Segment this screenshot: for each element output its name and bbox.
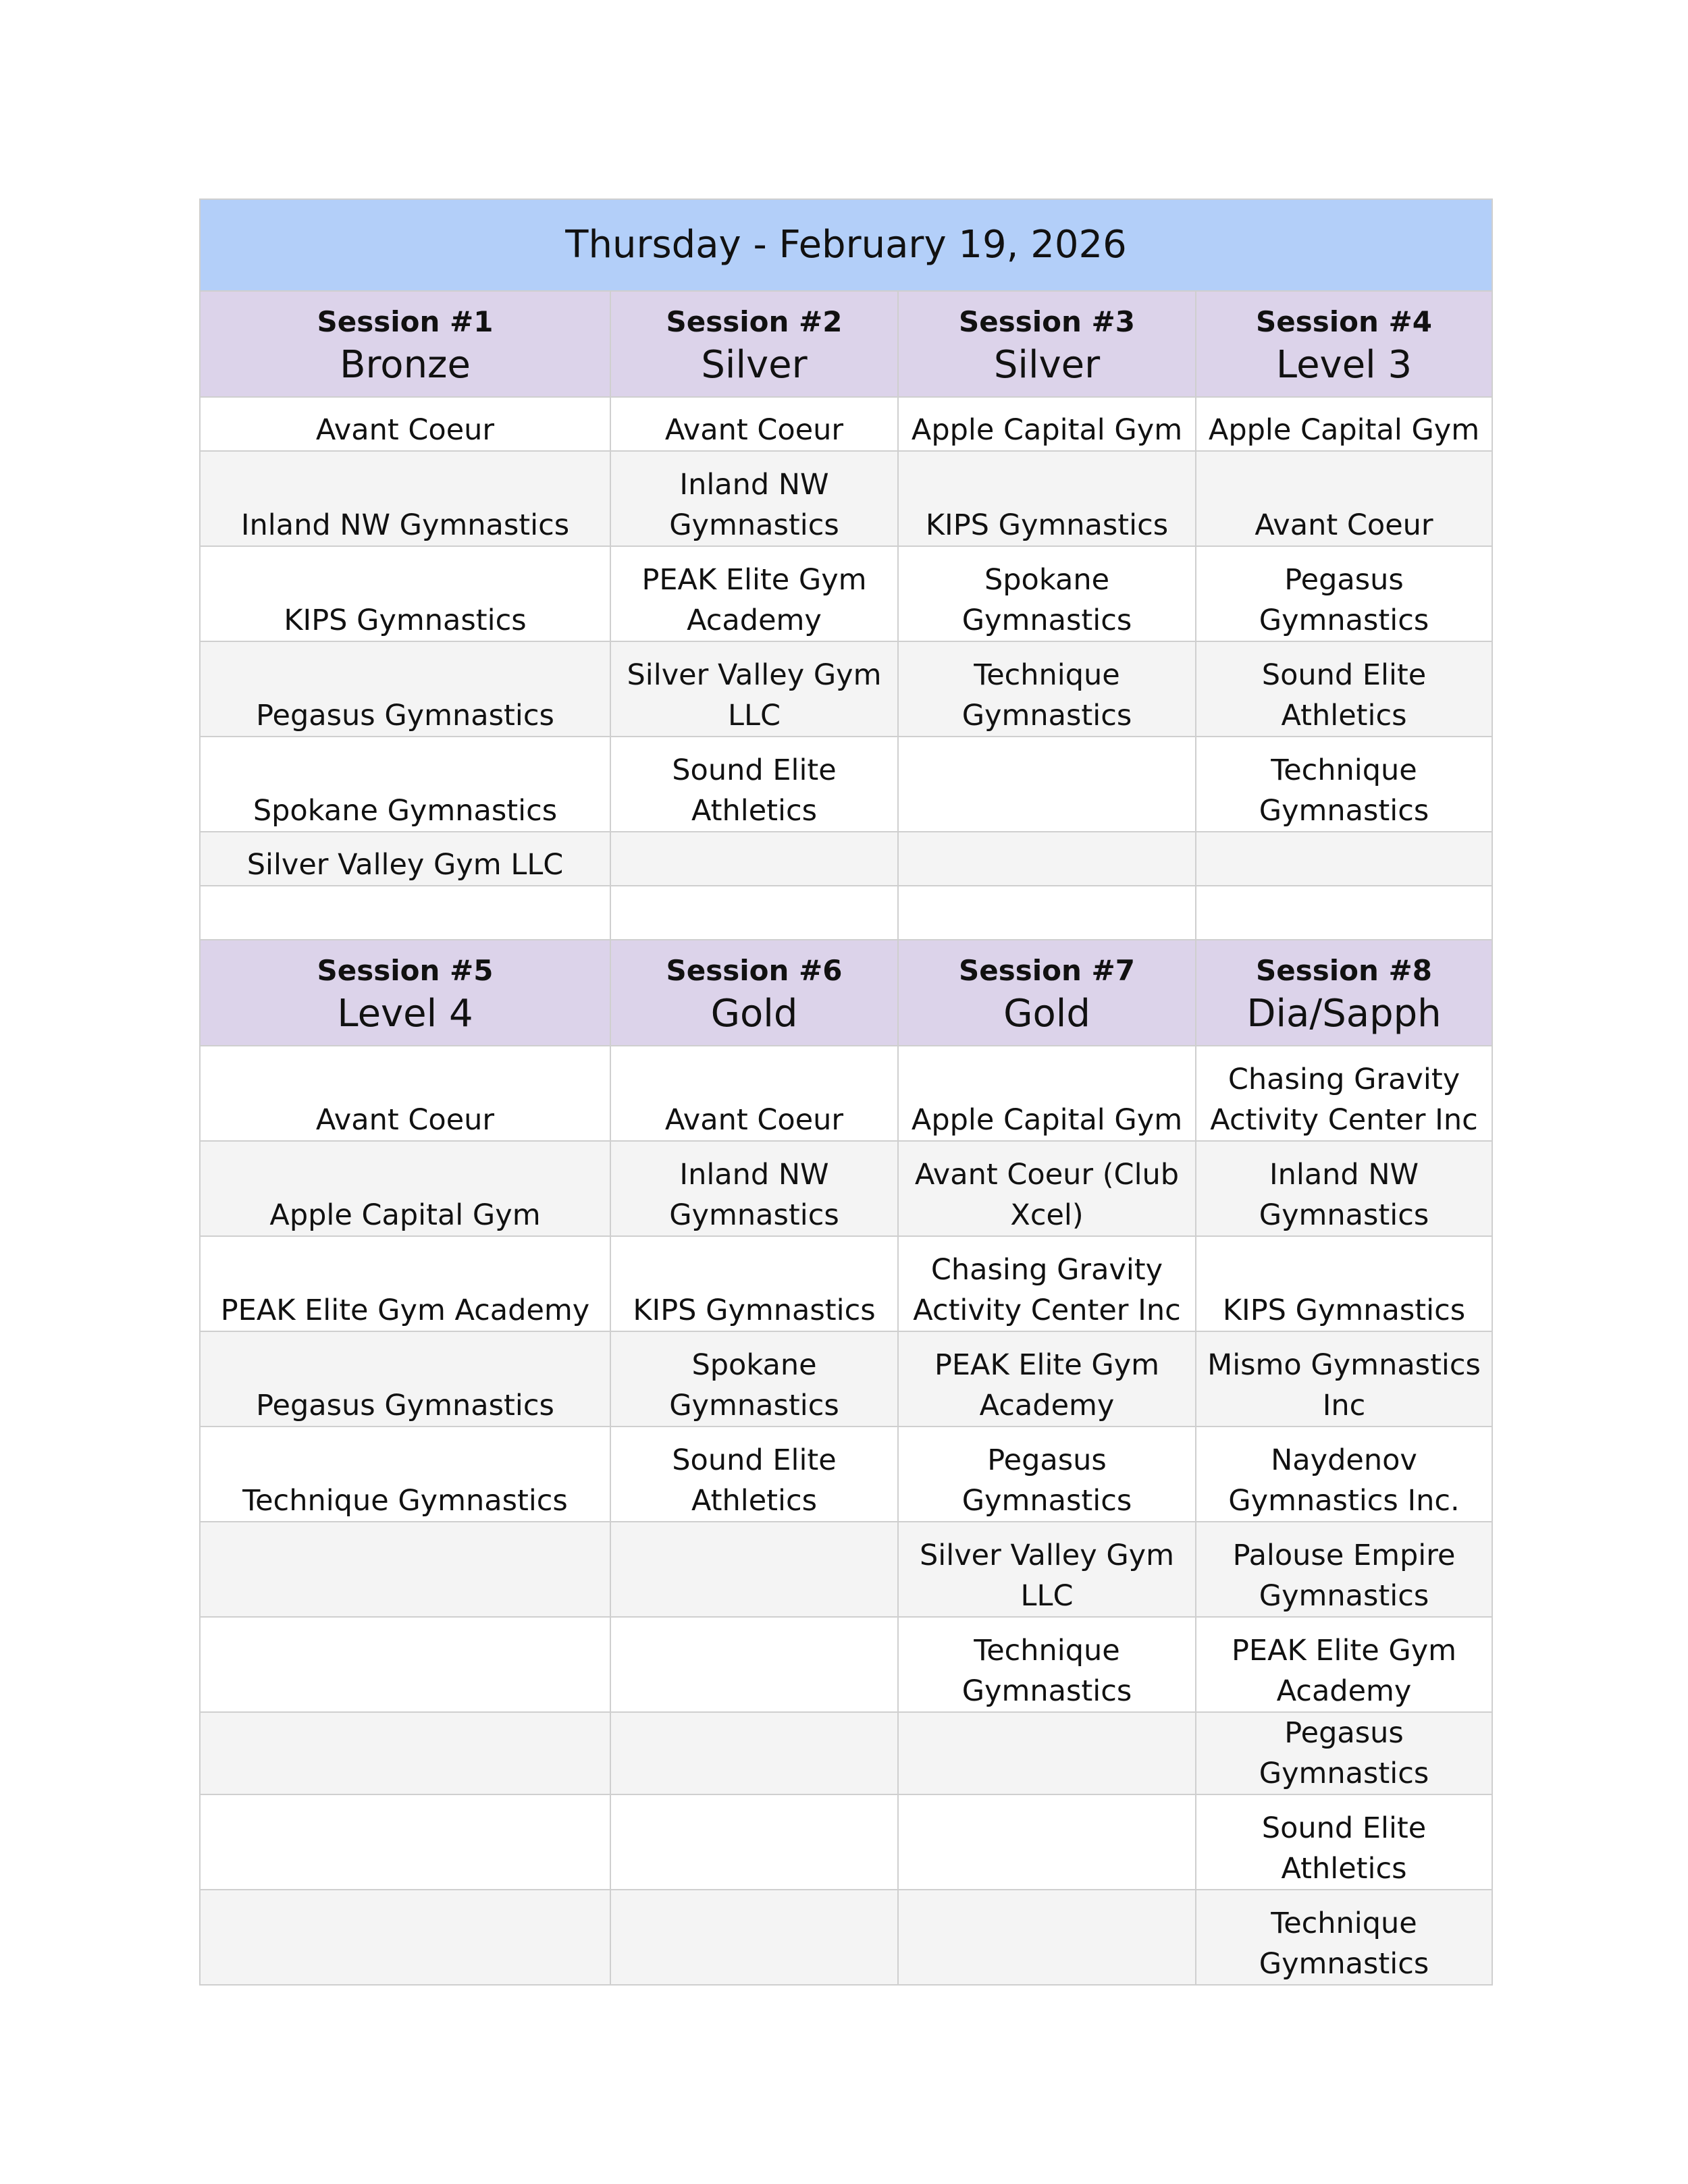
table-row [200, 1236, 1492, 1331]
gym-name: Silver Valley Gym LLC [627, 658, 882, 733]
session-number: Session #7 [959, 953, 1135, 987]
gym-cell [610, 451, 898, 546]
gym-name: Pegasus Gymnastics [256, 1389, 554, 1422]
gym-cell [1196, 546, 1492, 641]
gym-cell [898, 451, 1196, 546]
session-header [610, 291, 898, 397]
gym-name: Sound Elite Athletics [1261, 658, 1427, 733]
gym-cell [1196, 1794, 1492, 1890]
table-row [200, 1890, 1492, 1985]
gym-cell [1196, 886, 1492, 940]
gym-cell [200, 1617, 610, 1712]
session-header [898, 291, 1196, 397]
session-header-row [200, 291, 1492, 397]
gym-name: Apple Capital Gym [911, 1103, 1183, 1137]
table-row [200, 641, 1492, 737]
gym-cell [898, 1236, 1196, 1331]
gym-name: Avant Coeur (Club Xcel) [914, 1158, 1180, 1232]
gym-cell [200, 832, 610, 886]
gym-name: Spokane Gymnastics [253, 794, 558, 828]
gym-cell [610, 546, 898, 641]
session-header [1196, 940, 1492, 1046]
gym-cell [1196, 832, 1492, 886]
gym-cell [1196, 1427, 1492, 1522]
gym-cell [1196, 1331, 1492, 1427]
session-level: Level 3 [1275, 342, 1413, 387]
gym-name: Sound Elite Athletics [1261, 1811, 1427, 1886]
gym-name: Inland NW Gymnastics [669, 468, 839, 542]
gym-cell [898, 1617, 1196, 1712]
gym-cell [898, 641, 1196, 737]
gym-cell [610, 641, 898, 737]
gym-cell [610, 1794, 898, 1890]
session-number: Session #1 [317, 304, 494, 338]
gym-cell [200, 1794, 610, 1890]
gym-cell [610, 1427, 898, 1522]
gym-cell [898, 546, 1196, 641]
gym-cell [1196, 1712, 1492, 1794]
gym-name: Apple Capital Gym [911, 413, 1183, 447]
gym-name: PEAK Elite Gym Academy [1231, 1634, 1457, 1708]
schedule-table [199, 198, 1493, 1986]
gym-name: Sound Elite Athletics [672, 1443, 837, 1518]
session-number: Session #5 [317, 953, 494, 987]
gym-cell [200, 397, 610, 451]
gym-cell [1196, 1617, 1492, 1712]
gym-cell [200, 1331, 610, 1427]
session-header-row [200, 940, 1492, 1046]
gym-name: Avant Coeur [1255, 508, 1433, 542]
gym-cell [898, 1890, 1196, 1985]
table-row [200, 886, 1492, 940]
gym-cell [200, 737, 610, 832]
session-level: Bronze [340, 342, 471, 387]
gym-name: Palouse Empire Gymnastics [1232, 1539, 1456, 1613]
gym-cell [898, 1427, 1196, 1522]
table-row [200, 397, 1492, 451]
gym-cell [898, 1046, 1196, 1141]
session-level: Gold [1003, 991, 1090, 1036]
gym-name: KIPS Gymnastics [633, 1294, 876, 1327]
gym-name: Apple Capital Gym [269, 1198, 541, 1232]
session-number: Session #4 [1256, 304, 1432, 338]
gym-cell [898, 397, 1196, 451]
gym-cell [200, 546, 610, 641]
gym-name: Inland NW Gymnastics [1259, 1158, 1429, 1232]
gym-cell [1196, 1522, 1492, 1617]
gym-name: Technique Gymnastics [961, 658, 1132, 733]
table-row [200, 1427, 1492, 1522]
gym-cell [898, 1141, 1196, 1236]
gym-name: Pegasus Gymnastics [961, 1443, 1132, 1518]
gym-cell [610, 1617, 898, 1712]
gym-name: Chasing Gravity Activity Center Inc [1210, 1063, 1478, 1137]
session-number: Session #8 [1256, 953, 1432, 987]
gym-cell [898, 886, 1196, 940]
gym-name: Silver Valley Gym LLC [246, 848, 564, 882]
gym-name: Mismo Gymnastics Inc [1207, 1348, 1481, 1422]
gym-name: KIPS Gymnastics [925, 508, 1169, 542]
gym-name: PEAK Elite Gym Academy [641, 563, 867, 637]
gym-cell [1196, 1236, 1492, 1331]
gym-cell [898, 737, 1196, 832]
gym-cell [610, 1522, 898, 1617]
table-row [200, 1522, 1492, 1617]
gym-cell [898, 832, 1196, 886]
table-row [200, 1712, 1492, 1794]
session-header [200, 291, 610, 397]
gym-name: PEAK Elite Gym Academy [934, 1348, 1160, 1422]
gym-name: Avant Coeur [315, 1103, 495, 1137]
gym-name: Naydenov Gymnastics Inc. [1228, 1443, 1460, 1518]
gym-cell [1196, 1890, 1492, 1985]
gym-name: Sound Elite Athletics [672, 753, 837, 828]
table-row [200, 451, 1492, 546]
gym-name: Apple Capital Gym [1208, 413, 1480, 447]
table-row [200, 1046, 1492, 1141]
gym-name: Pegasus Gymnastics [1259, 1716, 1429, 1790]
session-number: Session #3 [959, 304, 1135, 338]
gym-name: Silver Valley Gym LLC [920, 1539, 1174, 1613]
gym-name: Spokane Gymnastics [669, 1348, 839, 1422]
gym-name: Spokane Gymnastics [961, 563, 1132, 637]
gym-cell [610, 886, 898, 940]
gym-name: Pegasus Gymnastics [256, 699, 554, 733]
gym-name: Inland NW Gymnastics [240, 508, 570, 542]
gym-cell [610, 832, 898, 886]
gym-cell [610, 1712, 898, 1794]
gym-name: Technique Gymnastics [242, 1484, 568, 1518]
gym-cell [1196, 1046, 1492, 1141]
gym-cell [200, 1427, 610, 1522]
title-row [200, 199, 1492, 291]
gym-cell [898, 1794, 1196, 1890]
session-header [200, 940, 610, 1046]
session-header [1196, 291, 1492, 397]
gym-cell [610, 1141, 898, 1236]
gym-cell [610, 1331, 898, 1427]
table-row [200, 1794, 1492, 1890]
session-header [610, 940, 898, 1046]
gym-cell [898, 1331, 1196, 1427]
gym-cell [1196, 1141, 1492, 1236]
table-row [200, 1331, 1492, 1427]
gym-cell [200, 1890, 610, 1985]
gym-name: Technique Gymnastics [961, 1634, 1132, 1708]
gym-name: Technique Gymnastics [1259, 1907, 1429, 1981]
gym-cell [200, 1046, 610, 1141]
gym-name: Chasing Gravity Activity Center Inc [913, 1253, 1181, 1327]
session-level: Dia/Sapph [1246, 991, 1442, 1036]
gym-cell [1196, 737, 1492, 832]
gym-cell [200, 1141, 610, 1236]
gym-name: Pegasus Gymnastics [1259, 563, 1429, 637]
gym-cell [200, 1712, 610, 1794]
gym-name: KIPS Gymnastics [284, 604, 527, 637]
gym-cell [200, 1236, 610, 1331]
session-header [898, 940, 1196, 1046]
gym-name: PEAK Elite Gym Academy [220, 1294, 590, 1327]
gym-cell [200, 451, 610, 546]
table-row [200, 832, 1492, 886]
session-level: Silver [701, 342, 808, 387]
gym-cell [898, 1712, 1196, 1794]
table-row [200, 1141, 1492, 1236]
gym-cell [610, 1236, 898, 1331]
gym-name: KIPS Gymnastics [1222, 1294, 1466, 1327]
gym-cell [1196, 451, 1492, 546]
gym-cell [610, 1046, 898, 1141]
gym-name: Avant Coeur [315, 413, 495, 447]
gym-cell [898, 1522, 1196, 1617]
gym-cell [610, 397, 898, 451]
gym-name: Inland NW Gymnastics [669, 1158, 839, 1232]
page-title: Thursday - February 19, 2026 [200, 199, 1492, 291]
table-row [200, 1617, 1492, 1712]
gym-cell [610, 1890, 898, 1985]
gym-cell [610, 737, 898, 832]
gym-cell [1196, 397, 1492, 451]
session-level: Level 4 [337, 991, 473, 1036]
table-row [200, 737, 1492, 832]
gym-name: Avant Coeur [664, 413, 844, 447]
session-level: Gold [710, 991, 798, 1036]
session-number: Session #6 [666, 953, 843, 987]
session-number: Session #2 [666, 304, 843, 338]
session-level: Silver [993, 342, 1101, 387]
gym-cell [200, 641, 610, 737]
gym-name: Technique Gymnastics [1259, 753, 1429, 828]
gym-cell [1196, 641, 1492, 737]
gym-cell [200, 1522, 610, 1617]
gym-name: Avant Coeur [664, 1103, 844, 1137]
table-row [200, 546, 1492, 641]
gym-cell [200, 886, 610, 940]
